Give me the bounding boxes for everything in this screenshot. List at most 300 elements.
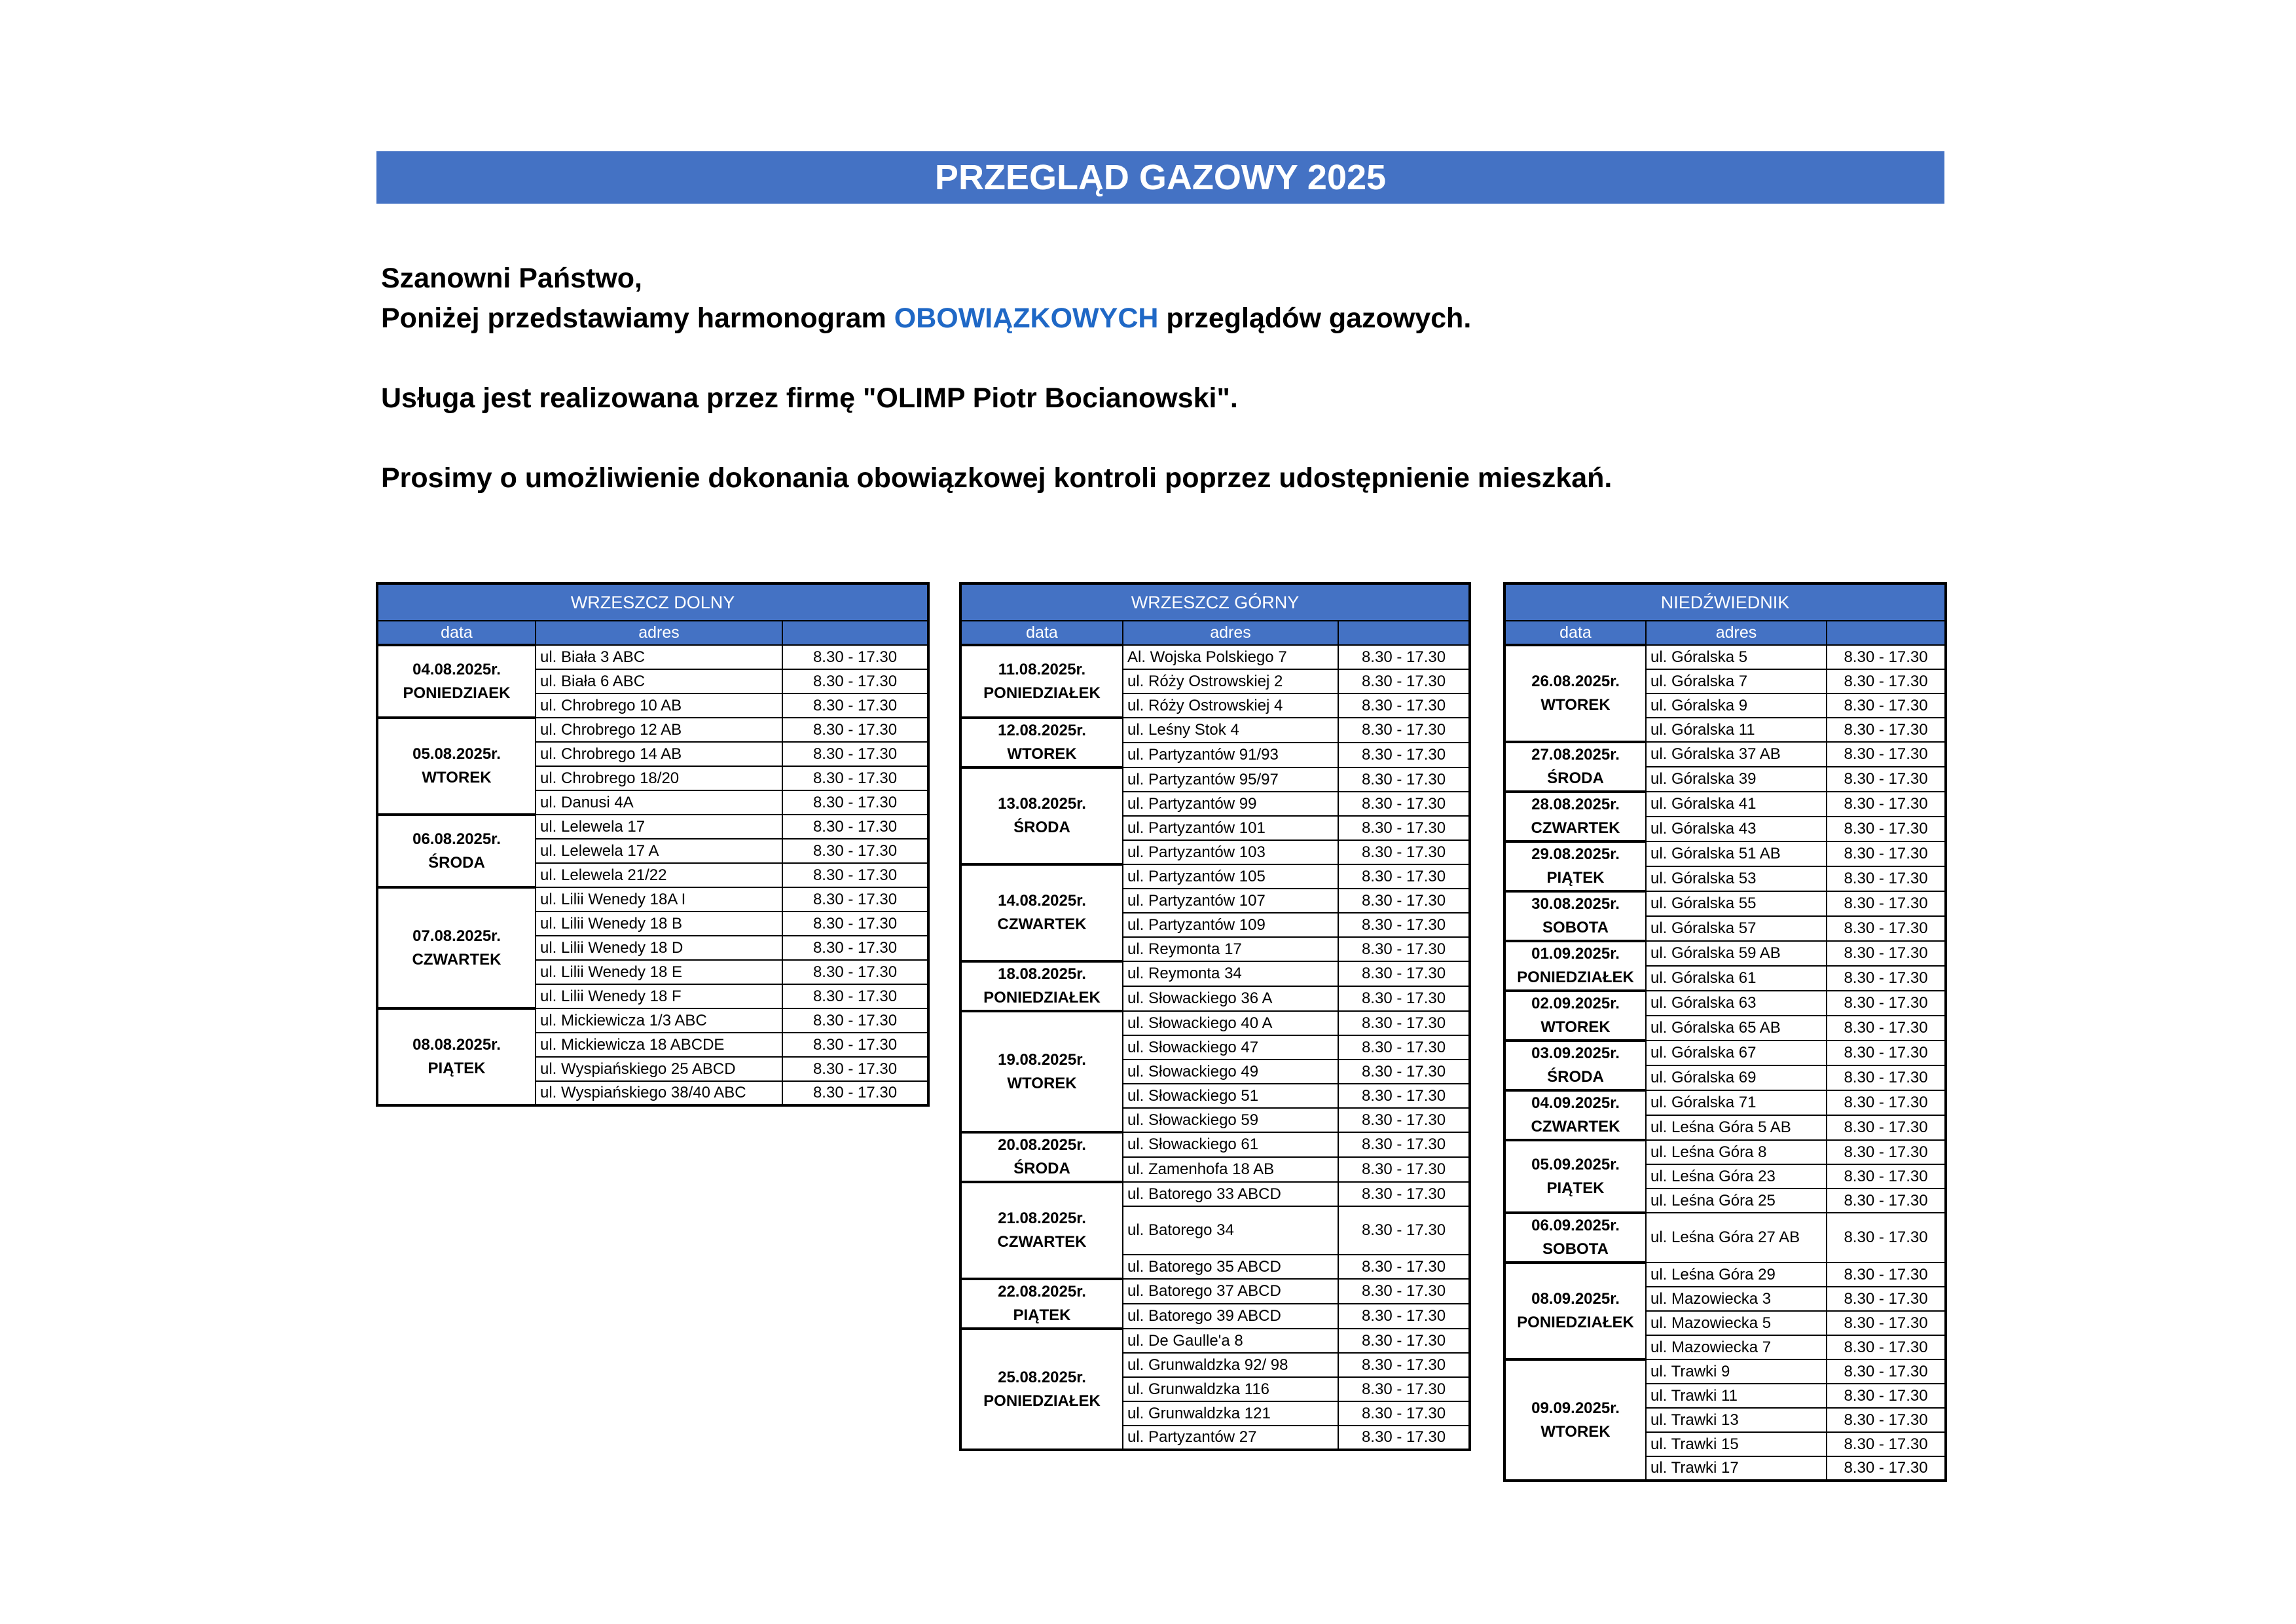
address-cell: ul. Słowackiego 61 [1123,1132,1338,1157]
hours-cell: 8.30 - 17.30 [1338,767,1470,792]
notice-text-start: Poniżej przedstawiamy harmonogram [381,303,894,334]
hours-cell: 8.30 - 17.30 [1827,891,1946,916]
table-row [1504,1213,1946,1263]
date-cell [377,718,536,815]
hours-cell: 8.30 - 17.30 [1338,1401,1470,1426]
hours-cell: 8.30 - 17.30 [1827,916,1946,941]
address-cell: ul. Reymonta 17 [1123,937,1338,961]
greeting: Szanowni Państwo, [381,263,642,294]
weekday: PIĄTEK [1013,1306,1071,1324]
table-row [960,1011,1470,1035]
hours-cell: 8.30 - 17.30 [1338,645,1470,669]
weekday: CZWARTEK [1531,819,1620,837]
hours-cell: 8.30 - 17.30 [1338,864,1470,889]
inspection-date: 04.08.2025r. [412,660,501,678]
address-cell: ul. Góralska 53 [1646,866,1827,891]
table-row [1504,991,1946,1016]
inspection-date: 25.08.2025r. [998,1368,1086,1386]
hours-cell: 8.30 - 17.30 [1827,1335,1946,1359]
schedule-notice [381,299,1939,339]
hours-cell: 8.30 - 17.30 [1827,742,1946,767]
date-cell [960,961,1123,1011]
hours-cell: 8.30 - 17.30 [1338,743,1470,767]
date-cell [1504,645,1646,742]
inspection-date: 01.09.2025r. [1531,945,1620,963]
inspection-date: 12.08.2025r. [998,722,1086,739]
hours-cell: 8.30 - 17.30 [1338,1206,1470,1255]
area-header: NIEDŹWIEDNIK [1504,583,1946,621]
address-cell: ul. Góralska 67 [1646,1041,1827,1065]
table-row [960,1132,1470,1157]
weekday: WTOREK [1007,1074,1077,1092]
address-cell: ul. Trawki 9 [1646,1359,1827,1384]
hours-cell: 8.30 - 17.30 [1338,1426,1470,1450]
weekday: SOBOTA [1542,1240,1609,1258]
address-cell: ul. Góralska 55 [1646,891,1827,916]
column-header-address: adres [1646,621,1827,645]
address-cell: ul. Słowackiego 47 [1123,1035,1338,1060]
date-cell [1504,841,1646,891]
address-cell: ul. Lelewela 17 A [536,839,782,863]
address-cell: ul. Góralska 69 [1646,1065,1827,1090]
hours-cell: 8.30 - 17.30 [1338,1304,1470,1329]
hours-cell: 8.30 - 17.30 [1827,1384,1946,1408]
weekday: PIĄTEK [1546,869,1605,887]
hours-cell: 8.30 - 17.30 [1827,1041,1946,1065]
address-cell: ul. Mazowiecka 3 [1646,1287,1827,1311]
table-row [1504,841,1946,866]
date-cell [377,1008,536,1105]
hours-cell: 8.30 - 17.30 [1338,1108,1470,1132]
date-cell [960,645,1123,718]
date-cell [960,1279,1123,1329]
weekday: CZWARTEK [412,950,501,969]
inspection-date: 07.08.2025r. [412,927,501,945]
weekday: WTOREK [1540,1422,1611,1441]
table-row [377,718,928,742]
inspection-date: 19.08.2025r. [998,1050,1086,1069]
table-row [960,961,1470,986]
address-cell: ul. Góralska 61 [1646,966,1827,991]
address-cell: ul. De Gaulle'a 8 [1123,1329,1338,1353]
address-cell: ul. Partyzantów 103 [1123,840,1338,864]
hours-cell: 8.30 - 17.30 [1338,986,1470,1011]
hours-cell: 8.30 - 17.30 [1827,1359,1946,1384]
hours-cell: 8.30 - 17.30 [1827,1065,1946,1090]
service-provider-note: Usługa jest realizowana przez firmę "OLIMP Piotr Bocianowski". [381,382,1238,414]
address-cell: ul. Lelewela 21/22 [536,863,782,887]
table-row [960,718,1470,743]
hours-cell: 8.30 - 17.30 [782,790,928,815]
hours-cell: 8.30 - 17.30 [1827,817,1946,841]
access-request: Prosimy o umożliwienie dokonania obowiązkowej kontroli poprzez udostępnienie mieszkań. [381,462,1613,494]
address-cell: ul. Grunwaldzka 116 [1123,1377,1338,1401]
address-cell: ul. Góralska 63 [1646,991,1827,1016]
hours-cell: 8.30 - 17.30 [782,693,928,718]
hours-cell: 8.30 - 17.30 [1338,961,1470,986]
schedule-table-wrzeszcz-gorny [959,582,1471,1451]
address-cell: ul. Trawki 15 [1646,1432,1827,1456]
address-cell: ul. Róży Ostrowskiej 4 [1123,693,1338,718]
weekday: CZWARTEK [997,915,1087,933]
hours-cell: 8.30 - 17.30 [1338,1377,1470,1401]
hours-cell: 8.30 - 17.30 [1338,1132,1470,1157]
inspection-date: 20.08.2025r. [998,1136,1086,1154]
inspection-date: 06.08.2025r. [412,830,501,848]
weekday: PONIEDZIAŁEK [983,684,1101,702]
date-cell [960,767,1123,864]
inspection-date: 13.08.2025r. [998,795,1086,813]
address-cell: ul. Chrobrego 10 AB [536,693,782,718]
page-title: PRZEGLĄD GAZOWY 2025 [376,151,1944,204]
hours-cell: 8.30 - 17.30 [1827,792,1946,817]
address-cell: ul. Góralska 11 [1646,718,1827,742]
column-header-address: adres [536,621,782,645]
hours-cell: 8.30 - 17.30 [782,839,928,863]
column-header-address: adres [1123,621,1338,645]
address-cell: ul. Batorego 37 ABCD [1123,1279,1338,1304]
inspection-date: 18.08.2025r. [998,965,1086,983]
inspection-date: 27.08.2025r. [1531,746,1620,764]
address-cell: ul. Reymonta 34 [1123,961,1338,986]
hours-cell: 8.30 - 17.30 [1827,966,1946,991]
address-cell: ul. Lilii Wenedy 18 D [536,936,782,960]
column-header-date: data [377,621,536,645]
address-cell: ul. Góralska 41 [1646,792,1827,817]
hours-cell: 8.30 - 17.30 [782,645,928,669]
address-cell: ul. Słowackiego 36 A [1123,986,1338,1011]
address-cell: ul. Lilii Wenedy 18A I [536,887,782,912]
weekday: ŚRODA [1547,1068,1604,1086]
address-cell: ul. Partyzantów 101 [1123,816,1338,840]
date-cell [1504,792,1646,841]
hours-cell: 8.30 - 17.30 [1827,941,1946,966]
inspection-date: 30.08.2025r. [1531,895,1620,913]
inspection-date: 29.08.2025r. [1531,845,1620,863]
address-cell: ul. Leśna Góra 25 [1646,1189,1827,1213]
inspection-date: 04.09.2025r. [1531,1094,1620,1112]
area-header: WRZESZCZ DOLNY [377,583,928,621]
column-header-hours [782,621,928,645]
inspection-date: 03.09.2025r. [1531,1044,1620,1062]
address-cell: ul. Leśna Góra 8 [1646,1140,1827,1164]
date-cell [960,1132,1123,1182]
address-cell: ul. Danusi 4A [536,790,782,815]
hours-cell: 8.30 - 17.30 [1827,1016,1946,1041]
address-cell: ul. Grunwaldzka 121 [1123,1401,1338,1426]
hours-cell: 8.30 - 17.30 [782,1057,928,1081]
address-cell: ul. Partyzantów 105 [1123,864,1338,889]
address-cell: ul. Góralska 65 AB [1646,1016,1827,1041]
address-cell: ul. Zamenhofa 18 AB [1123,1157,1338,1182]
address-cell: ul. Chrobrego 18/20 [536,766,782,790]
hours-cell: 8.30 - 17.30 [1827,1090,1946,1115]
address-cell: ul. Mazowiecka 7 [1646,1335,1827,1359]
hours-cell: 8.30 - 17.30 [1827,767,1946,792]
hours-cell: 8.30 - 17.30 [1338,1084,1470,1108]
date-cell [1504,1090,1646,1140]
address-cell: ul. Góralska 7 [1646,669,1827,693]
address-cell: ul. Trawki 11 [1646,1384,1827,1408]
address-cell: ul. Góralska 9 [1646,693,1827,718]
address-cell: ul. Słowackiego 59 [1123,1108,1338,1132]
address-cell: ul. Góralska 57 [1646,916,1827,941]
table-row [377,1008,928,1033]
hours-cell: 8.30 - 17.30 [1827,1115,1946,1140]
hours-cell: 8.30 - 17.30 [1827,645,1946,669]
address-cell: ul. Partyzantów 99 [1123,792,1338,816]
hours-cell: 8.30 - 17.30 [1827,1311,1946,1335]
address-cell: ul. Słowackiego 49 [1123,1060,1338,1084]
area-header: WRZESZCZ GÓRNY [960,583,1470,621]
weekday: ŚRODA [1547,769,1604,787]
address-cell: ul. Partyzantów 109 [1123,913,1338,937]
date-cell [377,815,536,887]
address-cell: ul. Góralska 37 AB [1646,742,1827,767]
address-cell: ul. Róży Ostrowskiej 2 [1123,669,1338,693]
hours-cell: 8.30 - 17.30 [782,863,928,887]
address-cell: ul. Góralska 5 [1646,645,1827,669]
address-cell: ul. Góralska 39 [1646,767,1827,792]
address-cell: ul. Biała 3 ABC [536,645,782,669]
table-row [960,767,1470,792]
weekday: PIĄTEK [428,1060,486,1077]
hours-cell: 8.30 - 17.30 [1827,1263,1946,1287]
hours-cell: 8.30 - 17.30 [1338,669,1470,693]
table-row [960,1329,1470,1353]
date-cell [1504,1041,1646,1090]
notice-text-end: przeglądów gazowych. [1158,303,1472,334]
hours-cell: 8.30 - 17.30 [1827,1213,1946,1263]
table-row [377,887,928,912]
column-header-date: data [960,621,1123,645]
weekday: ŚRODA [1013,1160,1070,1177]
address-cell: ul. Leśny Stok 4 [1123,718,1338,743]
hours-cell: 8.30 - 17.30 [1338,1353,1470,1377]
inspection-date: 05.09.2025r. [1531,1155,1620,1173]
address-cell: ul. Trawki 13 [1646,1408,1827,1432]
hours-cell: 8.30 - 17.30 [1338,1157,1470,1182]
address-cell: ul. Leśna Góra 5 AB [1646,1115,1827,1140]
address-cell: ul. Partyzantów 107 [1123,889,1338,913]
table-row [1504,891,1946,916]
table-row [960,1182,1470,1206]
hours-cell: 8.30 - 17.30 [1827,1408,1946,1432]
hours-cell: 8.30 - 17.30 [1338,1329,1470,1353]
address-cell: ul. Góralska 59 AB [1646,941,1827,966]
hours-cell: 8.30 - 17.30 [1338,840,1470,864]
address-cell: ul. Partyzantów 91/93 [1123,743,1338,767]
date-cell [1504,1359,1646,1481]
hours-cell: 8.30 - 17.30 [1827,1432,1946,1456]
date-cell [377,887,536,1008]
hours-cell: 8.30 - 17.30 [782,669,928,693]
table-row [377,645,928,669]
hours-cell: 8.30 - 17.30 [1338,1011,1470,1035]
weekday: WTOREK [1540,1018,1611,1036]
hours-cell: 8.30 - 17.30 [782,718,928,742]
hours-cell: 8.30 - 17.30 [1338,1279,1470,1304]
table-row [1504,1041,1946,1065]
address-cell: ul. Góralska 71 [1646,1090,1827,1115]
address-cell: ul. Leśna Góra 27 AB [1646,1213,1827,1263]
column-header-hours [1827,621,1946,645]
weekday: WTOREK [422,769,492,786]
address-cell: ul. Słowackiego 51 [1123,1084,1338,1108]
inspection-date: 05.08.2025r. [412,745,501,763]
weekday: PONIEDZIAŁEK [1517,1314,1634,1331]
hours-cell: 8.30 - 17.30 [1338,792,1470,816]
date-cell [960,718,1123,767]
weekday: ŚRODA [1013,819,1070,836]
weekday: PONIEDZIAEK [403,684,511,702]
table-row [1504,645,1946,669]
date-cell [960,1329,1123,1450]
weekday: PONIEDZIAŁEK [1517,969,1634,986]
address-cell: ul. Partyzantów 27 [1123,1426,1338,1450]
date-cell [960,1182,1123,1279]
hours-cell: 8.30 - 17.30 [782,742,928,766]
date-cell [1504,742,1646,792]
hours-cell: 8.30 - 17.30 [1338,1035,1470,1060]
date-cell [377,645,536,718]
hours-cell: 8.30 - 17.30 [1827,1287,1946,1311]
hours-cell: 8.30 - 17.30 [1338,718,1470,743]
date-cell [1504,941,1646,991]
weekday: WTOREK [1540,696,1611,714]
hours-cell: 8.30 - 17.30 [782,960,928,984]
date-cell [960,1011,1123,1132]
weekday: PONIEDZIAŁEK [983,989,1101,1006]
inspection-date: 09.09.2025r. [1531,1399,1620,1417]
date-cell [1504,1140,1646,1213]
address-cell: ul. Batorego 33 ABCD [1123,1182,1338,1206]
intro-text [381,259,1939,498]
address-cell: ul. Biała 6 ABC [536,669,782,693]
table-row [1504,1263,1946,1287]
address-cell: ul. Mickiewicza 1/3 ABC [536,1008,782,1033]
date-cell [1504,1213,1646,1263]
weekday: CZWARTEK [1531,1118,1620,1135]
address-cell: ul. Batorego 39 ABCD [1123,1304,1338,1329]
address-cell: ul. Mazowiecka 5 [1646,1311,1827,1335]
hours-cell: 8.30 - 17.30 [1827,866,1946,891]
table-row [1504,1140,1946,1164]
address-cell: ul. Batorego 35 ABCD [1123,1255,1338,1279]
date-cell [960,864,1123,961]
hours-cell: 8.30 - 17.30 [782,766,928,790]
hours-cell: 8.30 - 17.30 [1338,913,1470,937]
hours-cell: 8.30 - 17.30 [1338,816,1470,840]
inspection-date: 26.08.2025r. [1531,673,1620,690]
inspection-date: 21.08.2025r. [998,1209,1086,1227]
weekday: WTOREK [1007,745,1077,763]
address-cell: ul. Grunwaldzka 92/ 98 [1123,1353,1338,1377]
table-row [1504,742,1946,767]
weekday: PONIEDZIAŁEK [983,1392,1101,1410]
address-cell: ul. Wyspiańskiego 38/40 ABC [536,1081,782,1105]
hours-cell: 8.30 - 17.30 [1338,937,1470,961]
address-cell: ul. Chrobrego 12 AB [536,718,782,742]
hours-cell: 8.30 - 17.30 [782,1008,928,1033]
address-cell: ul. Batorego 34 [1123,1206,1338,1255]
address-cell: ul. Mickiewicza 18 ABCDE [536,1033,782,1057]
table-row [960,864,1470,889]
table-row [377,815,928,839]
date-cell [1504,1263,1646,1359]
inspection-date: 08.08.2025r. [412,1036,501,1054]
hours-cell: 8.30 - 17.30 [1827,1189,1946,1213]
hours-cell: 8.30 - 17.30 [782,1033,928,1057]
mandatory-highlight: OBOWIĄZKOWYCH [894,303,1159,334]
address-cell: ul. Wyspiańskiego 25 ABCD [536,1057,782,1081]
address-cell: ul. Lilii Wenedy 18 B [536,912,782,936]
hours-cell: 8.30 - 17.30 [1338,889,1470,913]
address-cell: ul. Lilii Wenedy 18 F [536,984,782,1008]
address-cell: ul. Partyzantów 95/97 [1123,767,1338,792]
hours-cell: 8.30 - 17.30 [782,815,928,839]
column-header-hours [1338,621,1470,645]
hours-cell: 8.30 - 17.30 [1827,718,1946,742]
weekday: SOBOTA [1542,919,1609,936]
table-row [1504,1359,1946,1384]
table-row [960,645,1470,669]
hours-cell: 8.30 - 17.30 [782,887,928,912]
hours-cell: 8.30 - 17.30 [1338,693,1470,718]
date-cell [1504,891,1646,941]
hours-cell: 8.30 - 17.30 [1827,1456,1946,1481]
address-cell: ul. Leśna Góra 23 [1646,1164,1827,1189]
date-cell [1504,991,1646,1041]
inspection-date: 06.09.2025r. [1531,1217,1620,1234]
hours-cell: 8.30 - 17.30 [1827,693,1946,718]
hours-cell: 8.30 - 17.30 [782,1081,928,1105]
hours-cell: 8.30 - 17.30 [1827,1140,1946,1164]
address-cell: ul. Góralska 43 [1646,817,1827,841]
hours-cell: 8.30 - 17.30 [1827,991,1946,1016]
schedule-table-wrzeszcz-dolny [376,582,930,1107]
address-cell: ul. Chrobrego 14 AB [536,742,782,766]
hours-cell: 8.30 - 17.30 [782,936,928,960]
column-header-date: data [1504,621,1646,645]
table-row [1504,941,1946,966]
hours-cell: 8.30 - 17.30 [1827,1164,1946,1189]
hours-cell: 8.30 - 17.30 [1827,669,1946,693]
address-cell: ul. Lelewela 17 [536,815,782,839]
address-cell: ul. Lilii Wenedy 18 E [536,960,782,984]
address-cell: ul. Leśna Góra 29 [1646,1263,1827,1287]
inspection-date: 14.08.2025r. [998,892,1086,910]
hours-cell: 8.30 - 17.30 [1827,841,1946,866]
weekday: PIĄTEK [1546,1179,1605,1197]
inspection-date: 22.08.2025r. [998,1283,1086,1301]
hours-cell: 8.30 - 17.30 [782,912,928,936]
hours-cell: 8.30 - 17.30 [1338,1182,1470,1206]
address-cell: Al. Wojska Polskiego 7 [1123,645,1338,669]
inspection-date: 28.08.2025r. [1531,796,1620,813]
table-row [1504,792,1946,817]
inspection-date: 02.09.2025r. [1531,995,1620,1012]
table-row [1504,1090,1946,1115]
table-row [960,1279,1470,1304]
address-cell: ul. Słowackiego 40 A [1123,1011,1338,1035]
address-cell: ul. Trawki 17 [1646,1456,1827,1481]
inspection-date: 11.08.2025r. [998,660,1086,678]
hours-cell: 8.30 - 17.30 [1338,1060,1470,1084]
inspection-date: 08.09.2025r. [1531,1290,1620,1308]
hours-cell: 8.30 - 17.30 [1338,1255,1470,1279]
weekday: CZWARTEK [997,1233,1087,1251]
